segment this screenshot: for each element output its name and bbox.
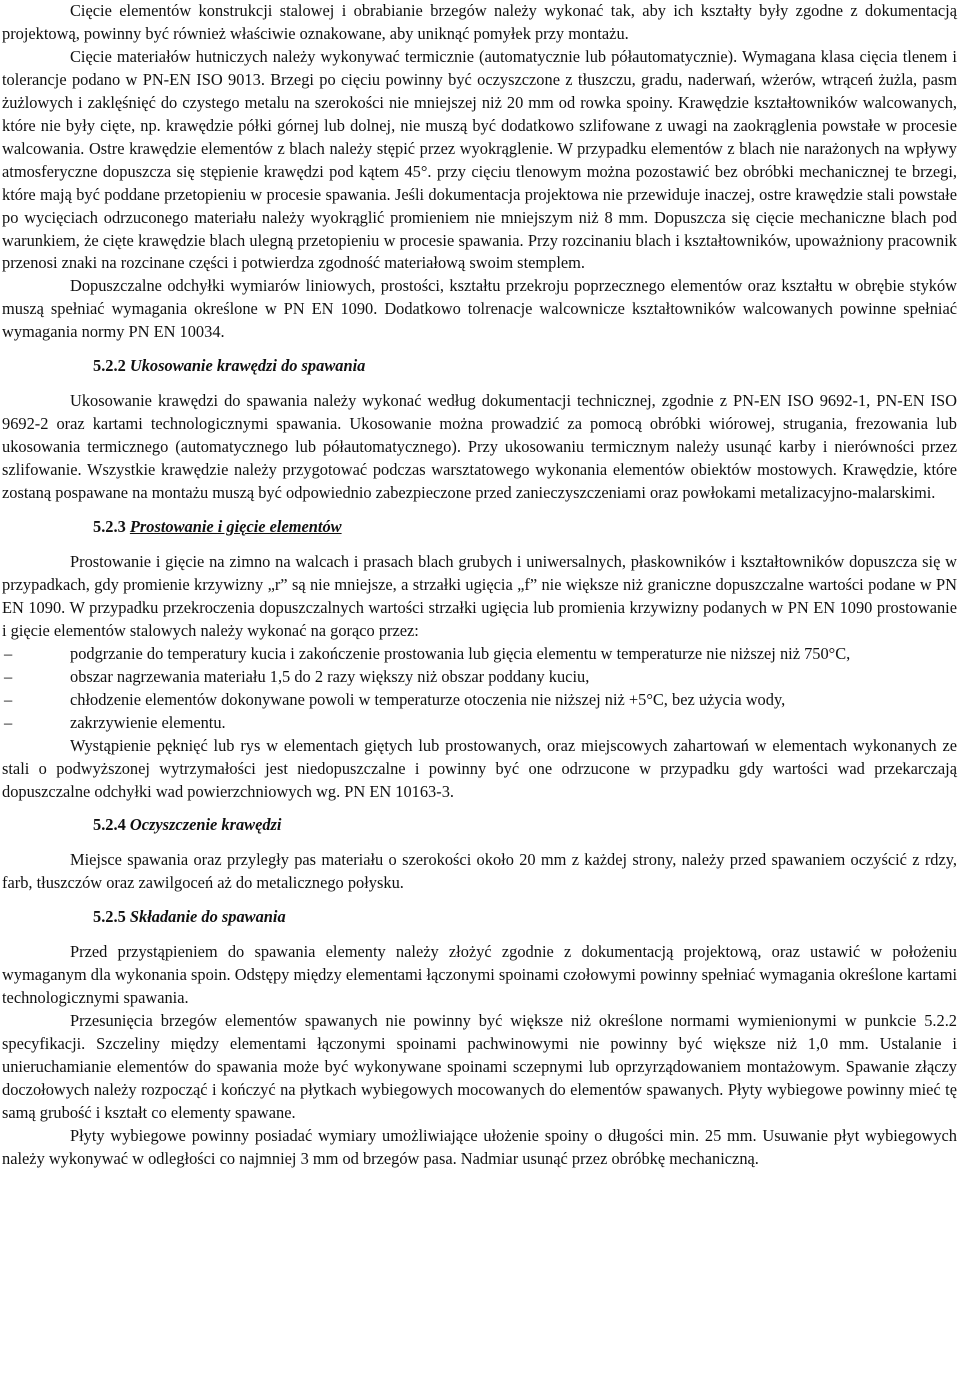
section-number: 5.2.3 [93, 517, 126, 537]
dash-bullet: – [4, 643, 13, 663]
section-heading-5-2-4 [2, 814, 957, 837]
list-item-text: obszar nagrzewania materiału 1,5 do 2 razy większy niż obszar poddany kuciu, [70, 666, 590, 686]
section-number: 5.2.2 [93, 356, 126, 376]
list-item-text: zakrzywienie elementu. [70, 712, 226, 732]
section-heading-5-2-5 [2, 906, 957, 929]
dash-bullet: – [4, 666, 13, 686]
section-5-2-4-paragraph: Miejsce spawania oraz przyległy pas materiału o szerokości około 20 mm z każdej strony, należy przed spawaniem oczyścić z rdzy, farb, tłuszczów oraz zawilgoceń aż do metalicznego połysku. [2, 850, 957, 893]
section-5-2-5-paragraph-2: Przesunięcia brzegów elementów spawanych nie powinny być większe niż określone normami wymienionymi w punkcie 5.2.2 specyfikacji. Szczeliny między elementami łączonymi spoinami pachwinowymi nie powinny być większe niż 1,0 mm. Ustalanie i unieruchamianie elementów do spawania może być wykonywane spoinami sczepnymi lub oprzyrządowaniem montażowym. Spawanie złączy doczołowych należy rozpocząć i kończyć na płytkach wybiegowych mocowanych do elementów spawanych. Płyty wybiegowe powinny mieć tę samą grubość i kształt co elementy spawane. [2, 1011, 957, 1122]
section-5-2-3-intro: Prostowanie i gięcie na zimno na walcach i prasach blach grubych i uniwersalnych, płaskowników i kształtowników dopuszcza się w przypadkach, gdy promienie krzywizny „r” są nie mniejsze, a strzałki ugięcia „f” nie większe niż graniczne dopuszczalne wartości podane w PN EN 1090. W przypadku przekroczenia dopuszczalnych wartości strzałki ugięcia lub promienia krzywizny podanych w PN EN 1090 prostowanie i gięcie elementów stalowych należy wykonać na gorąco przez: [2, 551, 957, 640]
dash-bullet: – [4, 712, 13, 732]
list-item [2, 643, 957, 666]
section-5-2-5-paragraph-1: Przed przystąpieniem do spawania elementy należy złożyć zgodnie z dokumentacją projektową, oraz ustawić w położeniu wymaganym dla wykonania spoin. Odstępy między elementami łączonymi spoinami czołowymi powinny spełniać wymagania określone kartami technologicznymi spawania. [2, 942, 957, 1008]
section-5-2-5-paragraph-3: Płyty wybiegowe powinny posiadać wymiary umożliwiające ułożenie spoiny o długości min. 25 mm. Usuwanie płyt wybiegowych należy wykonywać w odległości co najmniej 3 mm od brzegów pasa. Nadmiar usunąć przez obróbkę mechaniczną. [2, 1125, 957, 1168]
section-5-2-2-paragraph: Ukosowanie krawędzi do spawania należy wykonać według dokumentacji technicznej, zgodnie z PN-EN ISO 9692-1, PN-EN ISO 9692-2 oraz kartami technologicznymi spawania. Ukosowanie można prowadzić za pomocą obróbki wiórowej, strugania, frezowania lub ukosowania termicznego (automatycznego lub półautomatycznego). Przy ukosowaniu termicznym należy usunąć karby i nierówności przez szlifowanie. Wszystkie krawędzie należy przygotować podczas warsztatowego wykonania elementów obiektów mostowych. Krawędzie, które zostaną pospawane na montażu muszą być odpowiednio zabezpieczone przed zanieczyszczeniami oraz powłokami metalizacyjno-malarskimi. [2, 391, 957, 503]
section-heading-5-2-2 [2, 355, 957, 378]
section-5-2-3-outro: Wystąpienie pęknięć lub rys w elementach giętych lub prostowanych, oraz miejscowych zahartowań w elementach wykonanych ze stali o podwyższonej wytrzymałości jest niedopuszczalne i powinny być one odrzucone w przypadku gdy wartości wad przekarczają dopuszczalne odchyłki wad powierzchniowych wg. PN EN 10163-3. [2, 735, 957, 801]
dash-bullet: – [4, 689, 13, 709]
section-title: Składanie do spawania [129, 907, 286, 927]
section-title: Oczyszczenie krawędzi [129, 815, 282, 835]
intro-paragraph-3: Dopuszczalne odchyłki wymiarów liniowych, prostości, kształtu przekroju poprzecznego elementów oraz kształtu w obrębie styków muszą spełniać wymagania określone w PN EN 1090. Dodatkowo tolrenacje walcownicze kształtowników walcowanych powinne spełniać wymagania normy PN EN 10034. [2, 276, 957, 342]
heating-method-list [2, 643, 957, 735]
list-item-text: podgrzanie do temperatury kucia i zakończenie prostowania lub gięcia elementu w temperaturze nie niższej niż 750°C, [70, 643, 851, 663]
intro-paragraph-2: Cięcie materiałów hutniczych należy wykonywać termicznie (automatycznie lub półautomatycznie). Wymagana klasa cięcia tlenem i tolerancje podano w PN-EN ISO 9013. Brzegi po cięciu powinny być oczyszczone z tłuszczu, gradu, naderwań, wżerów, wtrąceń żużla, pasm żużlowych i zaklęśnięć do czystego metalu na szerokości nie mniejszej niż 20 mm od rowka spoiny. Krawędzie kształtowników walcowanych, które nie były cięte, np. krawędzie półki górnej lub dolnej, nie muszą być dodatkowo szlifowane z uwagi na zaokrąglenia powstałe w procesie walcowania. Ostre krawędzie elementów z blach należy stępić przez wyokrąglenie. W przypadku elementów z blach nie narażonych na wpływy atmosferyczne dopuszcza się stępienie krawędzi pod kątem 45°. przy cięciu tlenowym można pozostawić bez obróbki mechanicznej te brzegi, które mają być poddane przetopieniu w procesie spawania. Jeśli dokumentacja projektowa nie przewiduje inaczej, ostre krawędzie stali powstałe po wycięciach odrzuconego materiału należy wyokrąglić promieniem nie mniejszym niż 8 mm. Dopuszcza się cięcie mechaniczne blach pod warunkiem, że cięte krawędzie blach ulegną przetopieniu w procesie spawania. Przy rozcinaniu blach i kształtowników, upoważniony pracownik przenosi znaki na rozcinane części i potwierdza zgodność materiałową swoim stemplem. [2, 46, 957, 273]
list-item [2, 689, 957, 712]
list-item-text: chłodzenie elementów dokonywane powoli w temperaturze otoczenia nie niższej niż +5°C, bez użycia wody, [70, 689, 786, 709]
section-title: Prostowanie i gięcie elementów [129, 517, 342, 537]
section-number: 5.2.5 [93, 907, 126, 927]
intro-paragraph-1: Cięcie elementów konstrukcji stalowej i obrabianie brzegów należy wykonać tak, aby ich kształty były zgodne z dokumentacją projektową, powinny być również właściwie oznakowane, aby uniknąć pomyłek przy montażu. [2, 1, 957, 43]
section-number: 5.2.4 [93, 815, 126, 835]
section-heading-5-2-3 [2, 516, 957, 539]
list-item [2, 712, 957, 735]
section-title: Ukosowanie krawędzi do spawania [129, 356, 366, 376]
list-item [2, 666, 957, 689]
